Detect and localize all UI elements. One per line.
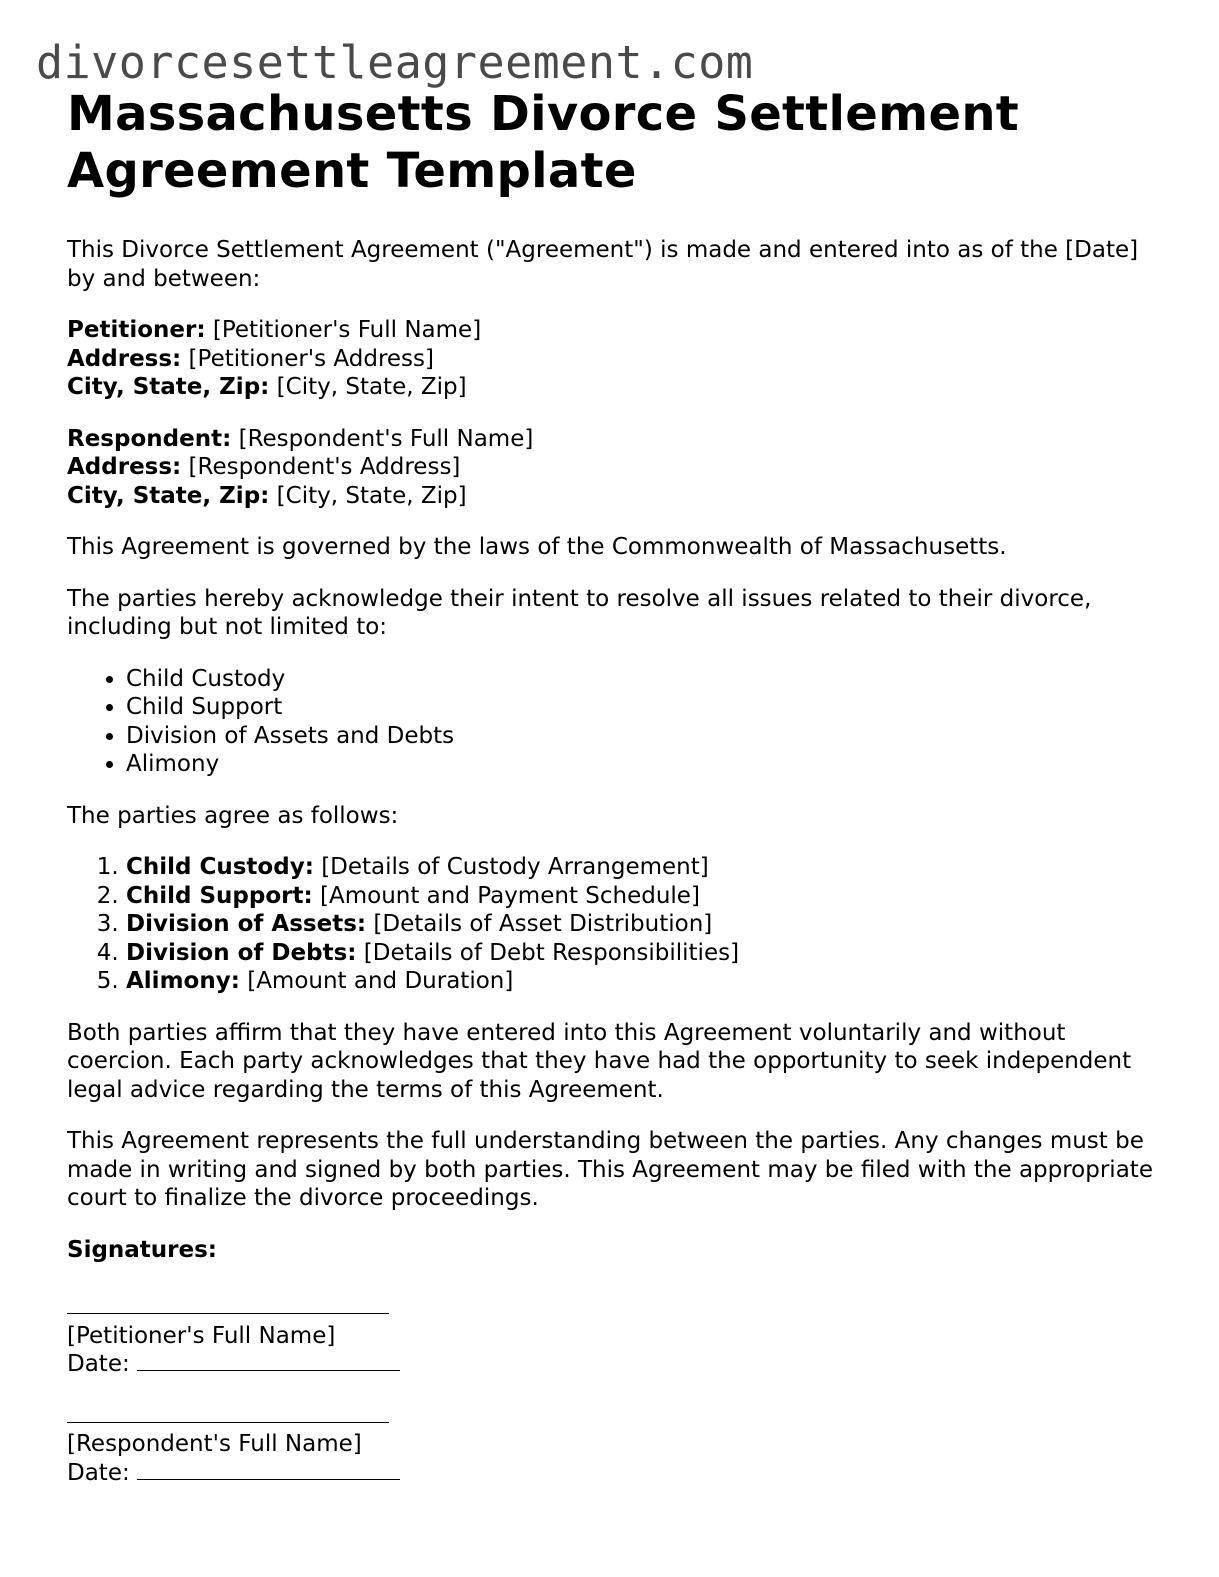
term-value: [Details of Asset Distribution] [366, 911, 713, 937]
document-page [67, 86, 1157, 1487]
respondent-date-label: Date: [67, 1459, 138, 1486]
term-value: [Details of Debt Responsibilities] [356, 939, 740, 966]
petitioner-date-line [137, 1350, 400, 1371]
respondent-name-value: [Respondent's Full Name] [231, 425, 534, 452]
signatures-heading [67, 1236, 1157, 1265]
list-item [126, 853, 1157, 882]
respondent-date-line [137, 1459, 400, 1480]
term-label: Child Custody: [126, 854, 314, 880]
respondent-city-value: [City, State, Zip] [269, 482, 467, 509]
respondent-address-value: [Respondent's Address] [181, 454, 461, 480]
list-item [126, 967, 1157, 996]
petitioner-city-value: [City, State, Zip] [269, 374, 467, 400]
document-title: Massachusetts Divorce Settlement Agreement Template [67, 86, 1020, 199]
petitioner-address-value: [Petitioner's Address] [181, 345, 434, 372]
respondent-address-label: Address: [67, 454, 182, 480]
petitioner-block [67, 316, 1157, 402]
signatures-heading-text: Signatures: [67, 1236, 218, 1263]
respondent-signature-block [67, 1402, 1157, 1488]
petitioner-signature-block [67, 1293, 1157, 1379]
affirm-paragraph: Both parties affirm that they have entered into this Agreement voluntarily and without coercion. Each party acknowledges that they have had the opportunity to seek independent legal advice regarding the terms of this Agreement. [67, 1019, 1132, 1103]
list-item [126, 882, 1157, 911]
term-value: [Amount and Duration] [239, 968, 514, 994]
list-item: • Child Support [126, 693, 1157, 722]
issues-list [67, 665, 1157, 779]
respondent-signature-line [67, 1402, 389, 1423]
term-label: Division of Debts: [126, 939, 357, 966]
petitioner-name-value: [Petitioner's Full Name] [205, 317, 482, 343]
site-watermark: divorcesettleagreement.com [36, 36, 754, 89]
terms-list [67, 853, 1157, 996]
list-item: • Division of Assets and Debts [126, 722, 1157, 751]
respondent-name-label: Respondent: [67, 425, 232, 452]
list-item [126, 939, 1157, 968]
petitioner-name-label: Petitioner: [67, 317, 206, 343]
list-item: • Child Custody [126, 665, 1157, 694]
governing-law-paragraph: This Agreement is governed by the laws of the Commonwealth of Massachusetts. [67, 534, 1007, 560]
petitioner-signature-name: [Petitioner's Full Name] [67, 1322, 336, 1349]
intent-paragraph: The parties hereby acknowledge their intent to resolve all issues related to their divorce, including but not limited to: [67, 585, 1092, 640]
petitioner-city-label: City, State, Zip: [67, 374, 270, 400]
understanding-paragraph: This Agreement represents the full understanding between the parties. Any changes must be made in writing and signed by both parties. This Agreement may be filed with the appropriate court to finalize the divorce proceedings. [67, 1128, 1153, 1211]
term-value: [Details of Custody Arrangement] [313, 854, 709, 880]
petitioner-date-label: Date: [67, 1351, 138, 1377]
respondent-block [67, 425, 1157, 511]
intro-paragraph: This Divorce Settlement Agreement ("Agreement") is made and entered into as of the [Date] by and between: [67, 237, 1139, 292]
term-label: Child Support: [126, 882, 313, 909]
term-label: Alimony: [126, 968, 240, 994]
agree-intro: The parties agree as follows: [67, 802, 399, 829]
list-item [126, 910, 1157, 939]
respondent-city-label: City, State, Zip: [67, 482, 270, 509]
petitioner-address-label: Address: [67, 345, 182, 372]
list-item: • Alimony [126, 750, 1157, 779]
petitioner-signature-line [67, 1293, 389, 1314]
term-label: Division of Assets: [126, 911, 367, 937]
respondent-signature-name: [Respondent's Full Name] [67, 1431, 362, 1457]
term-value: [Amount and Payment Schedule] [312, 882, 700, 909]
